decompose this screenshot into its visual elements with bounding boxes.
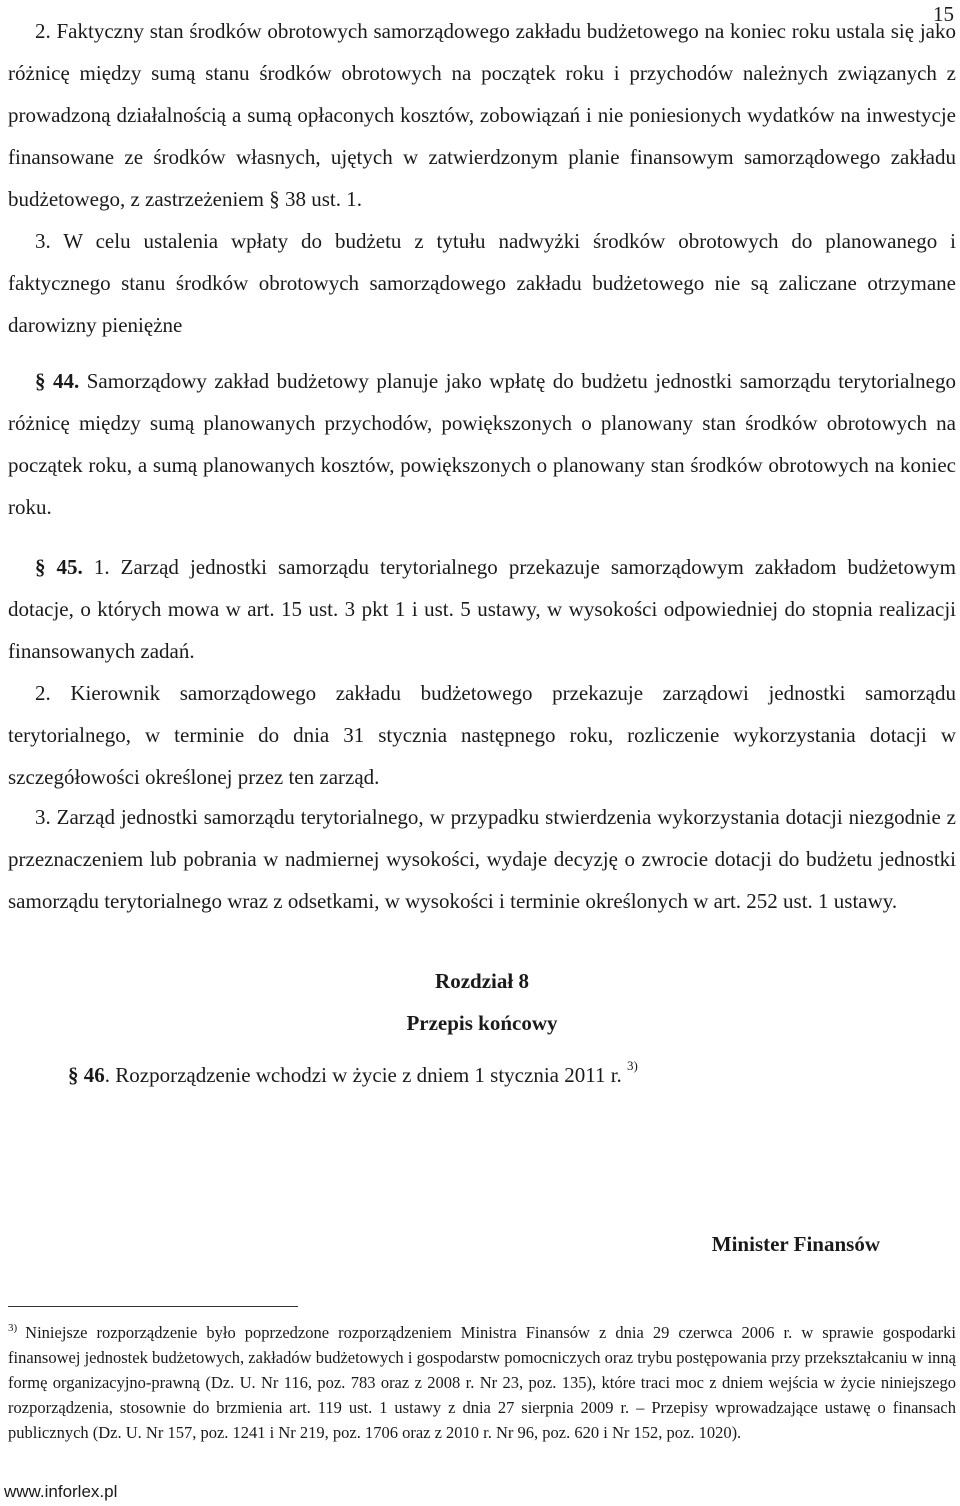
paragraph-text: 1. Zarząd jednostki samorządu terytorialnego przekazuje samorządowym zakładom budżetowym dotacje, o których mowa w art. 15 ust. 3 pkt 1 i ust. 5 ustawy, w wysokości odpowiedniej do stopnia realizacji finansowanych zadań. [8,555,956,663]
paragraph-text: 2. Kierownik samorządowego zakładu budżetowego przekazuje zarządowi jednostki samorządu terytorialnego, w terminie do dnia 31 stycznia następnego roku, rozliczenie wykorzystania dotacji w szczegółowości określonej przez ten zarząd. [8,681,956,789]
footnote-mark: 3) [8,1322,18,1334]
footnote-divider [8,1306,298,1307]
section-number: § 45. [35,555,83,579]
footnote-text: Niniejsze rozporządzenie było poprzedzone rozporządzeniem Ministra Finansów z dnia 29 czerwca 2006 r. w sprawie gospodarki finansowej jednostek budżetowych, zakładów budżetowych i gospodarstw pomocniczych oraz trybu postępowania przy przekształcaniu w inną formę organizacyjno-prawną (Dz. U. Nr 116, poz. 783 oraz z 2008 r. Nr 23, poz. 135), które traci moc z dniem wejścia w życie niniejszego rozporządzenia, stosownie do brzmienia art. 119 ust. 1 ustawy z dnia 27 sierpnia 2009 r. – Przepisy wprowadzające ustawę o finansach publicznych (Dz. U. Nr 157, poz. 1241 i Nr 219, poz. 1706 oraz z 2010 r. Nr 96, poz. 620 i Nr 152, poz. 1020). [8,1323,956,1442]
chapter-heading: Rozdział 8 [435,969,529,993]
section-45 [8,546,956,672]
paragraph-text: 2. Faktyczny stan środków obrotowych samorządowego zakładu budżetowego na koniec roku ustala się jako różnicę między sumą stanu środków obrotowych na początek roku i przychodów należnych związanych z prowadzoną działalnością a sumą opłaconych kosztów, zobowiązań i nie poniesionych wydatków na inwestycje finansowane ze środków własnych, ujętych w zatwierdzonym planie finansowym samorządowego zakładu budżetowego, z zastrzeżeniem § 38 ust. 1. [8,19,956,211]
section-45-paragraph-2 [8,672,956,798]
paragraph-text: 3. Zarząd jednostki samorządu terytorialnego, w przypadku stwierdzenia wykorzystania dotacji niezgodnie z przeznaczeniem lub pobrania w nadmiernej wysokości, wydaje decyzję o zwrocie dotacji do budżetu jednostki samorządu terytorialnego wraz z odsetkami, w wysokości i terminie określonych w art. 252 ust. 1 ustawy. [8,805,956,913]
signature: Minister Finansów [711,1232,880,1256]
section-46 [68,1054,956,1096]
footer-url[interactable]: www.inforlex.pl [4,1482,118,1501]
paragraph-text: . Rozporządzenie wchodzi w życie z dniem 1 stycznia 2011 r. [104,1063,622,1087]
section-45-paragraph-3 [8,796,956,922]
paragraph-2 [8,10,956,220]
chapter-title: Przepis końcowy [406,1011,558,1035]
paragraph-text: Samorządowy zakład budżetowy planuje jako wpłatę do budżetu jednostki samorządu terytorialnego różnicę między sumą planowanych przychodów, powiększonych o planowany stan środków obrotowych na początek roku, a sumą planowanych kosztów, powiększonych o planowany stan środków obrotowych na koniec roku. [8,369,956,519]
page-number: 15 [933,2,954,26]
section-number: § 46 [68,1063,105,1087]
paragraph-3 [8,220,956,346]
section-number: § 44. [35,369,80,393]
document-body [8,10,956,1117]
paragraph-text: 3. W celu ustalenia wpłaty do budżetu z tytułu nadwyżki środków obrotowych do planowanego i faktycznego stanu środków obrotowych samorządowego zakładu budżetowego nie są zaliczane otrzymane darowizny pieniężne [8,229,956,337]
section-44 [8,360,956,528]
footnote-reference[interactable]: 3) [627,1058,638,1073]
footnote [8,1320,956,1445]
